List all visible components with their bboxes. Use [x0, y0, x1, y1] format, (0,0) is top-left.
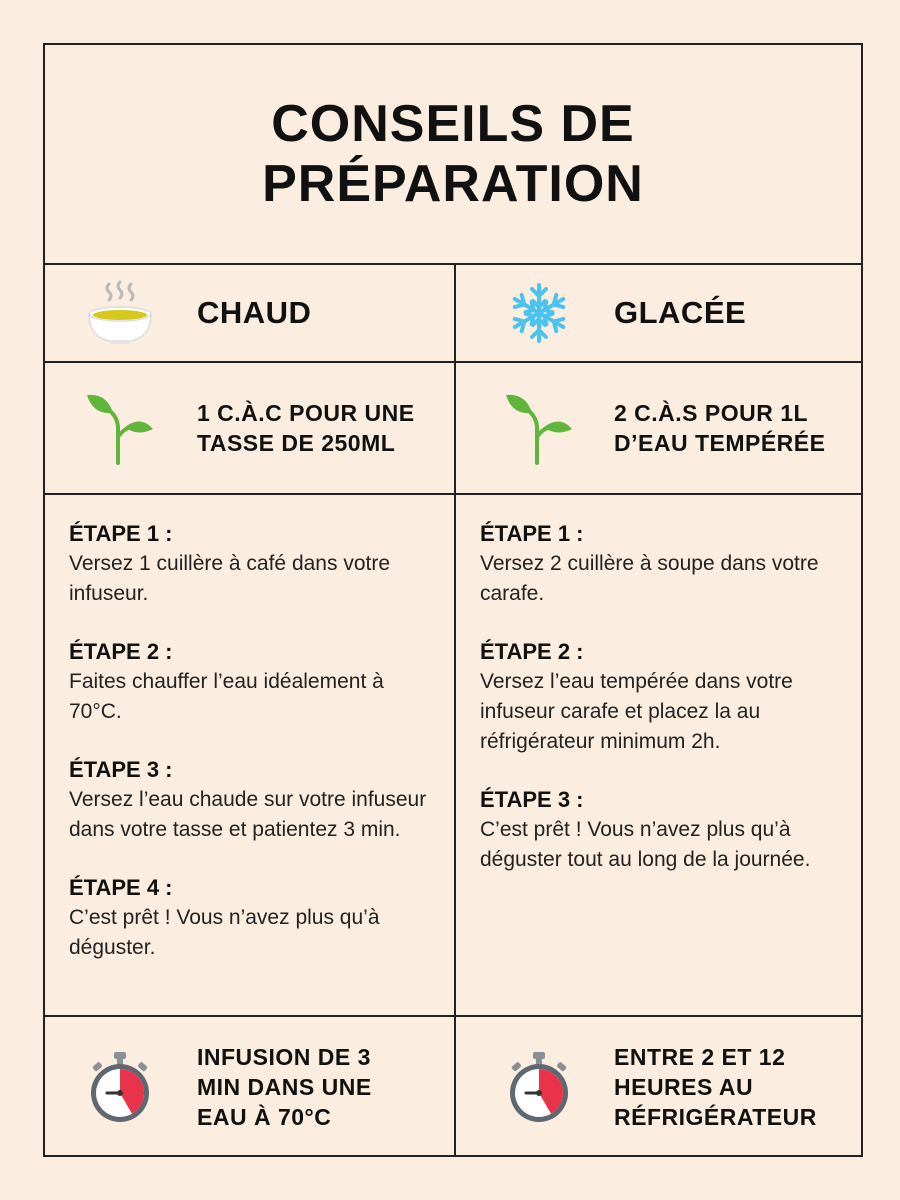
- sprout-icon: [504, 393, 574, 463]
- stopwatch-icon: [85, 1052, 155, 1122]
- preparation-card: [43, 43, 863, 1157]
- iced-heading-cell: [456, 265, 863, 361]
- hot-steps: [45, 495, 454, 1015]
- step-item: [480, 637, 839, 757]
- step-title: ÉTAPE 3 :: [480, 787, 584, 812]
- step-text: Versez 1 cuillère à café dans votre infuseur.: [69, 552, 391, 605]
- stopwatch-icon: [504, 1052, 574, 1122]
- step-title: ÉTAPE 3 :: [69, 757, 173, 782]
- iced-steps: [456, 495, 863, 1015]
- iced-dose: 2 C.À.S POUR 1L D’EAU TEMPÉRÉE: [614, 400, 826, 456]
- step-text: Faites chauffer l’eau idéalement à 70°C.: [69, 670, 384, 723]
- page-title: CONSEILS DE PRÉPARATION: [262, 95, 644, 213]
- hot-dose: 1 C.À.C POUR UNE TASSE DE 250ML: [197, 400, 415, 456]
- iced-dose-cell: [456, 363, 863, 493]
- hot-infusion-time: INFUSION DE 3 MIN DANS UNE EAU À 70°C: [197, 1044, 372, 1130]
- step-item: [69, 873, 430, 963]
- hot-dose-cell: [45, 363, 454, 493]
- step-title: ÉTAPE 4 :: [69, 875, 173, 900]
- step-item: [69, 755, 430, 845]
- step-item: [480, 785, 839, 875]
- step-text: C’est prêt ! Vous n’avez plus qu’à déguster.: [69, 906, 380, 959]
- step-text: Versez 2 cuillère à soupe dans votre carafe.: [480, 552, 819, 605]
- hot-heading: CHAUD: [197, 295, 312, 330]
- hot-heading-cell: [45, 265, 454, 361]
- iced-time-cell: [456, 1017, 863, 1157]
- step-item: [480, 519, 839, 609]
- step-text: C’est prêt ! Vous n’avez plus qu’à déguster tout au long de la journée.: [480, 818, 811, 871]
- step-text: Versez l’eau chaude sur votre infuseur dans votre tasse et patientez 3 min.: [69, 788, 427, 841]
- step-title: ÉTAPE 2 :: [480, 639, 584, 664]
- step-text: Versez l’eau tempérée dans votre infuseur carafe et placez la au réfrigérateur minimum 2h.: [480, 670, 793, 753]
- step-title: ÉTAPE 1 :: [69, 521, 173, 546]
- iced-infusion-time: ENTRE 2 ET 12 HEURES AU RÉFRIGÉRATEUR: [614, 1044, 817, 1130]
- snowflake-icon: [504, 278, 574, 348]
- step-item: [69, 519, 430, 609]
- step-title: ÉTAPE 1 :: [480, 521, 584, 546]
- sprout-icon: [85, 393, 155, 463]
- hot-time-cell: [45, 1017, 454, 1157]
- step-item: [69, 637, 430, 727]
- hot-tea-bowl-icon: [85, 278, 155, 348]
- iced-heading: GLACÉE: [614, 295, 747, 330]
- step-title: ÉTAPE 2 :: [69, 639, 173, 664]
